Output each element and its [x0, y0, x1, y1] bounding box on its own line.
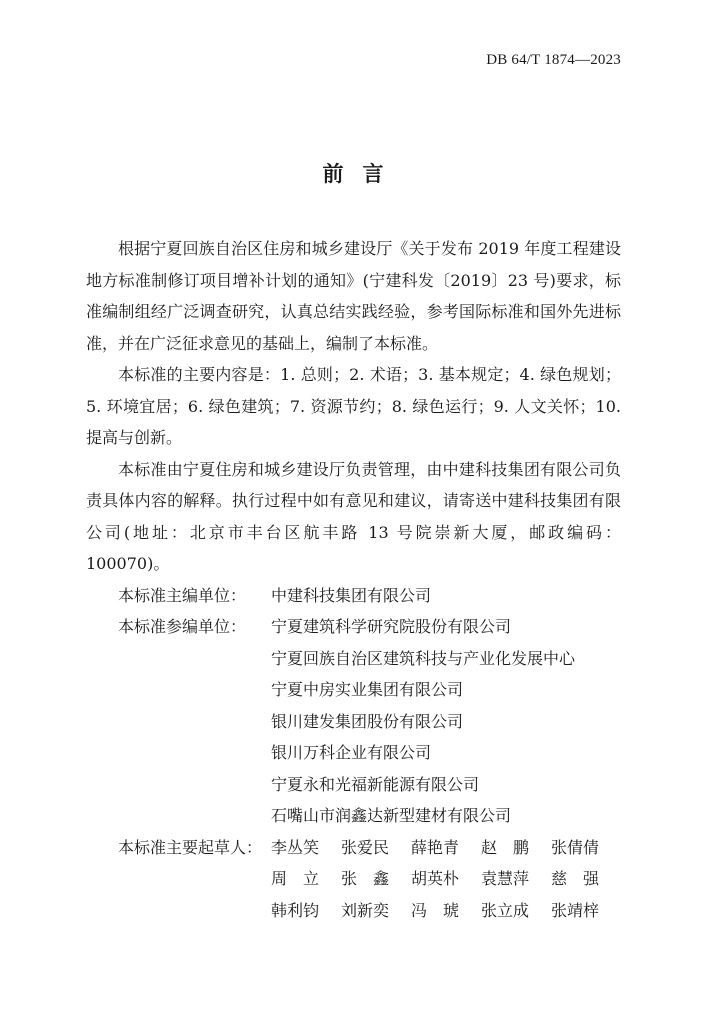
drafter-name: 慈 强 [551, 869, 600, 888]
drafter-name: 冯 琥 [411, 900, 460, 920]
drafter-name: 周 立 [271, 869, 320, 888]
participating-unit: 石嘴山市润鑫达新型建材有限公司 [271, 806, 512, 825]
chief-unit-label: 本标准主编单位： [118, 585, 247, 605]
paragraph-main-content: 本标准的主要内容是：1. 总则；2. 术语；3. 基本规定；4. 绿色规划；5. 环境宜居；6. 绿色建筑；7. 资源节约；8. 绿色运行；9. 人文关怀；10. 提高与创新。 [86, 365, 621, 447]
drafter-name: 袁慧萍 [481, 869, 530, 888]
participating-unit: 宁夏永和光福新能源有限公司 [271, 774, 480, 794]
participating-units-row [86, 611, 621, 832]
chief-unit-value [271, 580, 621, 612]
drafter-name: 张靖梓 [551, 900, 600, 920]
drafter-name: 刘新奕 [341, 900, 390, 920]
document-body [86, 233, 621, 926]
drafter-name: 李丛笑 [271, 837, 320, 857]
drafters-label: 本标准主要起草人： [118, 837, 263, 857]
drafter-name: 张倩倩 [551, 837, 600, 857]
drafter-name: 张爱民 [341, 837, 390, 857]
drafter-name: 张立成 [481, 900, 530, 920]
title-char-2: 言 [362, 162, 385, 186]
document-code: DB 64/T 1874—2023 [486, 52, 621, 68]
title-char-1: 前 [322, 162, 345, 186]
participating-unit: 宁夏回族自治区建筑科技与产业化发展中心 [271, 648, 576, 668]
drafter-name: 薛艳青 [411, 837, 460, 857]
participating-unit: 银川建发集团股份有限公司 [271, 711, 464, 731]
page-title [0, 158, 707, 188]
participating-unit: 银川万科企业有限公司 [271, 743, 432, 762]
chief-unit-name: 中建科技集团有限公司 [271, 585, 432, 605]
participating-unit: 宁夏建筑科学研究院股份有限公司 [271, 617, 512, 636]
drafters-list [271, 832, 621, 927]
chief-unit-row [86, 580, 621, 612]
participating-units-label: 本标准参编单位： [118, 617, 247, 636]
participating-units-list [271, 611, 621, 832]
drafter-name: 胡英朴 [411, 869, 460, 888]
drafter-name: 张 鑫 [341, 869, 390, 888]
paragraph-basis: 根据宁夏回族自治区住房和城乡建设厅《关于发布 2019 年度工程建设地方标准制修订项目增补计划的通知》(宁建科发〔2019〕23 号)要求，标准编制组经广泛调查研究，认真总结实践经验，参考国际标准和国外先进标准，并在广泛征求意见的基础上，编制了本标准。 [86, 239, 621, 353]
drafters-row [86, 832, 621, 927]
drafter-name: 韩利钧 [271, 900, 320, 920]
paragraph-management: 本标准由宁夏住房和城乡建设厅负责管理，由中建科技集团有限公司负责具体内容的解释。执行过程中如有意见和建议，请寄送中建科技集团有限公司(地址：北京市丰台区航丰路 13 号院崇新大厦，邮政编码：100070)。 [86, 459, 621, 573]
participating-unit: 宁夏中房实业集团有限公司 [271, 680, 464, 699]
drafter-name: 赵 鹏 [481, 837, 530, 857]
